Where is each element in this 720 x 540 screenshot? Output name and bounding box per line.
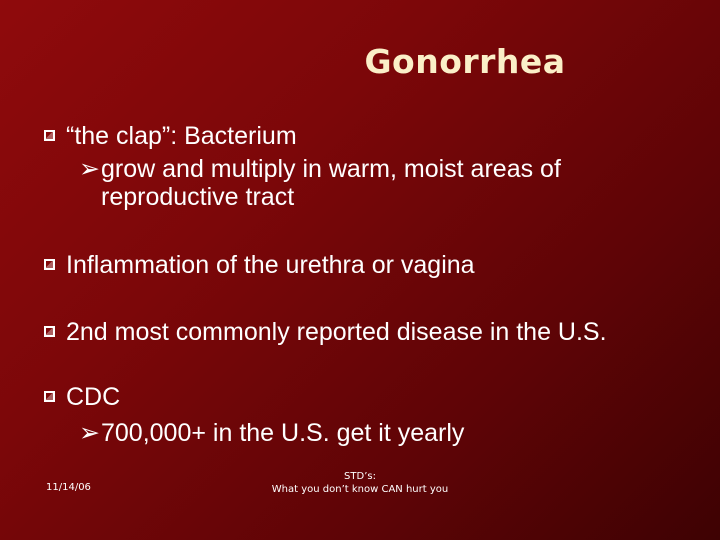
sub-bullet-text: grow and multiply in warm, moist areas of reproductive tract [101,155,561,211]
square-bullet-icon [44,259,55,270]
footer-caption [250,470,470,496]
footer-caption-line2: What you don’t know CAN hurt you [271,484,449,495]
slide-title: Gonorrhea [364,42,566,81]
square-bullet-icon [44,391,55,402]
bullet-text: “the clap”: Bacterium [66,122,297,150]
bullet-item [44,121,297,151]
sub-bullet-text: 700,000+ in the U.S. get it yearly [101,419,465,447]
sub-bullet-item [79,419,646,447]
square-bullet-icon [44,130,55,141]
bullet-item [44,250,475,280]
bullet-text: CDC [66,383,121,411]
bullet-item [44,317,607,347]
bullet-item [44,382,120,412]
arrow-bullet-icon: ➢ [79,419,100,447]
footer-caption-line1: STD’s: [344,471,376,482]
square-bullet-icon [44,326,55,337]
sub-bullet-item [79,155,646,211]
arrow-bullet-icon: ➢ [79,155,100,183]
bullet-text: 2nd most commonly reported disease in the U.S. [66,318,607,346]
bullet-text: Inflammation of the urethra or vagina [66,251,475,279]
footer-date: 11/14/06 [46,482,91,493]
